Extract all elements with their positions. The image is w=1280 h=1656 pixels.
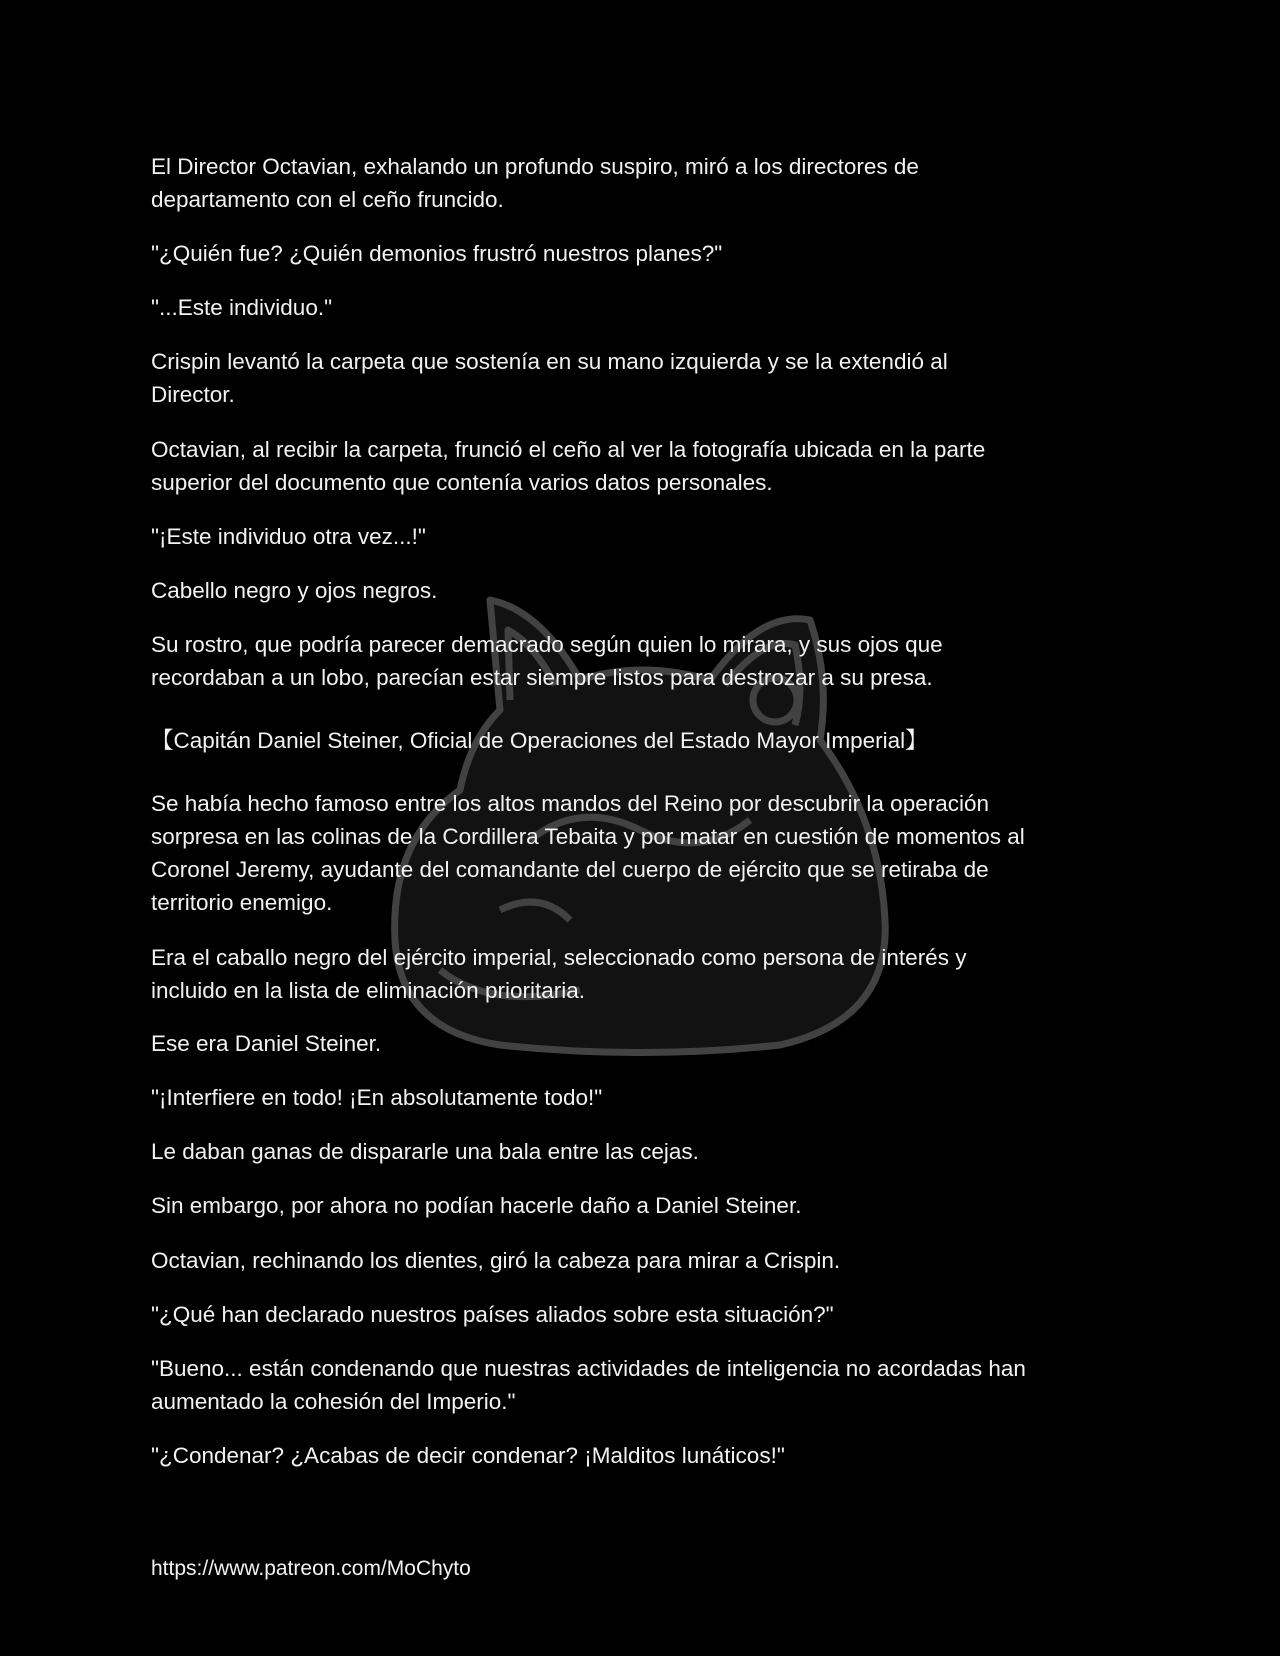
text-line: recordaban a un lobo, parecían estar siempre listos para destrozar a su presa.	[151, 665, 933, 690]
paragraph	[151, 1189, 1161, 1222]
text-line: territorio enemigo.	[151, 890, 333, 915]
paragraph	[151, 574, 1161, 607]
text-line: Crispin levantó la carpeta que sostenía en su mano izquierda y se la extendió al	[151, 349, 948, 374]
text-line: "¿Qué han declarado nuestros países aliados sobre esta situación?"	[151, 1302, 834, 1327]
paragraph	[151, 150, 1161, 216]
text-line: Sin embargo, por ahora no podían hacerle daño a Daniel Steiner.	[151, 1193, 802, 1218]
paragraph	[151, 433, 1161, 499]
text-line: departamento con el ceño fruncido.	[151, 187, 504, 212]
text-line: Octavian, al recibir la carpeta, frunció el ceño al ver la fotografía ubicada en la parte	[151, 437, 986, 462]
text-line: incluido en la lista de eliminación prioritaria.	[151, 978, 585, 1003]
paragraph	[151, 1244, 1161, 1277]
text-line: Cabello negro y ojos negros.	[151, 578, 438, 603]
text-line: aumentado la cohesión del Imperio."	[151, 1389, 516, 1414]
patreon-link[interactable]: https://www.patreon.com/MoChyto	[151, 1557, 471, 1580]
text-line: sorpresa en las colinas de la Cordillera Tebaita y por matar en cuestión de momentos al	[151, 824, 1025, 849]
text-line: Octavian, rechinando los dientes, giró la cabeza para mirar a Crispin.	[151, 1248, 841, 1273]
paragraph	[151, 941, 1161, 1007]
paragraph	[151, 237, 1161, 270]
paragraph	[151, 787, 1161, 919]
text-line: Su rostro, que podría parecer demacrado según quien lo mirara, y sus ojos que	[151, 632, 943, 657]
paragraph	[151, 345, 1161, 411]
paragraph	[151, 1135, 1161, 1168]
text-line: Se había hecho famoso entre los altos mandos del Reino por descubrir la operación	[151, 791, 990, 816]
text-line: Era el caballo negro del ejército imperial, seleccionado como persona de interés y	[151, 945, 967, 970]
text-line: 【Capitán Daniel Steiner, Oficial de Operaciones del Estado Mayor Imperial】	[151, 728, 928, 753]
paragraph	[151, 1439, 1161, 1472]
paragraph	[151, 724, 1161, 757]
text-line: El Director Octavian, exhalando un profundo suspiro, miró a los directores de	[151, 154, 919, 179]
text-line: Le daban ganas de dispararle una bala entre las cejas.	[151, 1139, 699, 1164]
paragraph	[151, 1298, 1161, 1331]
text-line: "...Este individuo."	[151, 295, 333, 320]
text-line: "¡Este individuo otra vez...!"	[151, 524, 426, 549]
text-line: Director.	[151, 382, 235, 407]
paragraph	[151, 1081, 1161, 1114]
text-line: Ese era Daniel Steiner.	[151, 1031, 382, 1056]
paragraph	[151, 520, 1161, 553]
text-line: "Bueno... están condenando que nuestras actividades de inteligencia no acordadas han	[151, 1356, 1026, 1381]
paragraph	[151, 1027, 1161, 1060]
text-line: Coronel Jeremy, ayudante del comandante del cuerpo de ejército que se retiraba de	[151, 857, 989, 882]
text-line: superior del documento que contenía varios datos personales.	[151, 470, 773, 495]
text-line: "¿Condenar? ¿Acabas de decir condenar? ¡Malditos lunáticos!"	[151, 1443, 785, 1468]
text-line: "¡Interfiere en todo! ¡En absolutamente todo!"	[151, 1085, 603, 1110]
paragraph	[151, 291, 1161, 324]
text-line: "¿Quién fue? ¿Quién demonios frustró nuestros planes?"	[151, 241, 723, 266]
paragraph	[151, 628, 1161, 694]
paragraph	[151, 1352, 1161, 1418]
